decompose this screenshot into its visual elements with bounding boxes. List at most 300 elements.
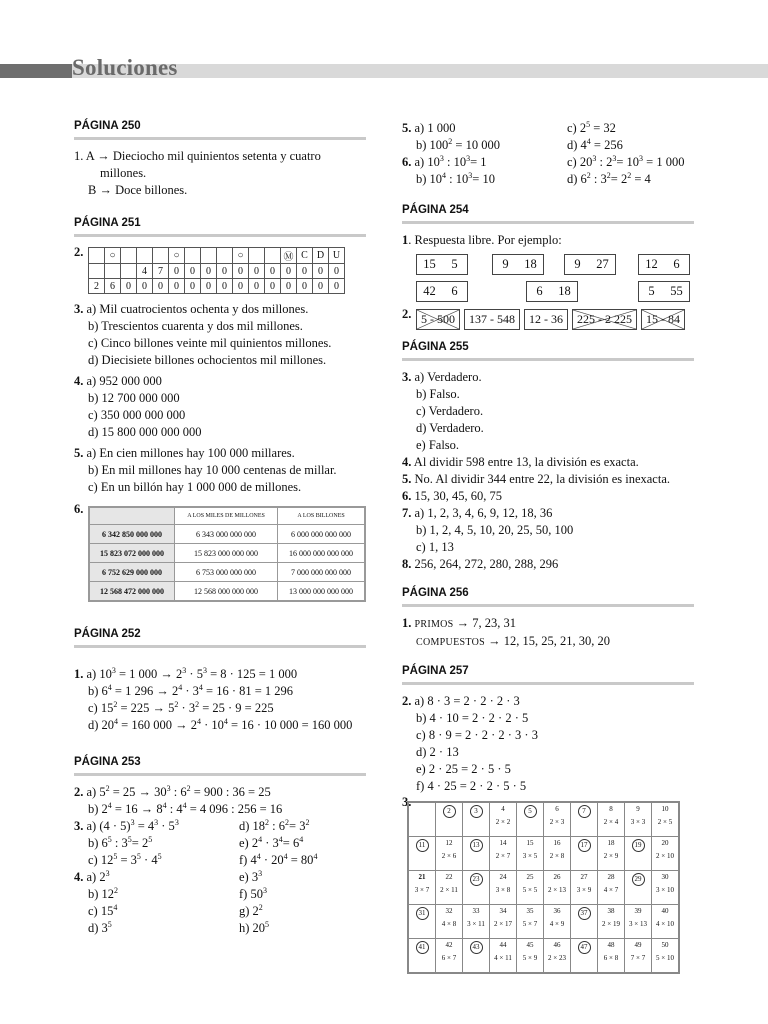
cell-factors: 3 × 8 bbox=[495, 886, 511, 894]
cell-number: 41 bbox=[416, 941, 429, 954]
cell-factors: 4 × 9 bbox=[549, 920, 565, 928]
cell-number: 12 bbox=[445, 839, 453, 847]
number-box bbox=[416, 254, 468, 275]
answer-line: 1. PRIMOS → 7, 23, 31 bbox=[402, 616, 517, 630]
cell-factors: 4 × 7 bbox=[603, 886, 619, 894]
cell-number: 22 bbox=[445, 873, 453, 881]
grid-row bbox=[408, 871, 679, 905]
number-box bbox=[564, 254, 616, 275]
answer-line: b) $100^2 = 10$ 000 d) $4^4 = 256$ bbox=[416, 137, 623, 152]
cell-number: 11 bbox=[416, 839, 429, 852]
cell-factors: 6 × 8 bbox=[603, 954, 619, 962]
cell-number: 18 bbox=[607, 839, 615, 847]
grid-cell bbox=[652, 871, 680, 905]
rounding-table bbox=[88, 506, 366, 602]
table-cell: 6 bbox=[105, 279, 121, 294]
cell-number: 17 bbox=[578, 839, 591, 852]
cell-factors: 3 × 11 bbox=[467, 920, 485, 928]
cell-number: 14 bbox=[499, 839, 507, 847]
grid-cell bbox=[490, 905, 517, 939]
cell-factors: 2 × 4 bbox=[603, 818, 619, 826]
box-value: 15 bbox=[423, 257, 436, 271]
table-cell: 2 bbox=[89, 279, 105, 294]
number-box bbox=[638, 281, 690, 302]
grid-cell bbox=[408, 939, 436, 974]
answer-line: b) $6^5$ : $3^5= 2^5$ e) $2^4 \cdot 3^4= 6^4$ bbox=[88, 835, 304, 850]
cell-number: 37 bbox=[578, 907, 591, 920]
grid-cell bbox=[571, 939, 598, 974]
answer-line: b) 1, 2, 4, 5, 10, 20, 25, 50, 100 bbox=[416, 523, 574, 537]
cell-number: 21 bbox=[418, 873, 426, 881]
cell-number: 4 bbox=[501, 805, 505, 813]
cell-factors: 2 × 23 bbox=[548, 954, 566, 962]
answer-line: 5. No. Al dividir 344 entre 22, la división es inexacta. bbox=[402, 472, 671, 486]
box-value: 9 bbox=[502, 257, 509, 271]
box-value: 9 bbox=[574, 257, 581, 271]
grid-cell bbox=[490, 837, 517, 871]
table-cell bbox=[153, 248, 169, 264]
answer-line: d) Verdadero. bbox=[416, 421, 484, 435]
table-cell: 0 bbox=[281, 264, 297, 279]
table-cell: 4 bbox=[137, 264, 153, 279]
section-heading: PÁGINA 255 bbox=[402, 341, 694, 361]
cell-number: 20 bbox=[661, 839, 669, 847]
table-cell bbox=[217, 248, 233, 264]
table-cell bbox=[121, 264, 137, 279]
answer-line: 4. a) 952 000 000 bbox=[74, 374, 162, 388]
cell-number: 50 bbox=[661, 941, 669, 949]
box-value: 6 bbox=[673, 257, 680, 271]
grid-cell bbox=[625, 871, 652, 905]
grid-cell bbox=[436, 802, 463, 837]
table-cell: 0 bbox=[313, 279, 329, 294]
box-row bbox=[402, 254, 694, 278]
grid-cell bbox=[436, 939, 463, 974]
table-cell: ○ bbox=[105, 248, 121, 264]
table-cell: 0 bbox=[329, 279, 345, 294]
table-cell: 6 000 000 000 000 bbox=[278, 525, 365, 544]
crossed-pair: 225 - 2 225 bbox=[572, 309, 637, 330]
grid-cell bbox=[517, 871, 544, 905]
table-cell: 0 bbox=[121, 279, 137, 294]
table-cell bbox=[89, 264, 105, 279]
q3-block bbox=[402, 795, 694, 962]
answer-line: c) Verdadero. bbox=[416, 404, 484, 418]
header-accent bbox=[0, 64, 72, 78]
table-cell: 0 bbox=[201, 279, 217, 294]
table-cell: 6 342 850 000 000 bbox=[89, 525, 175, 544]
answer-line: b) Falso. bbox=[416, 387, 460, 401]
box-value: 27 bbox=[596, 257, 609, 271]
table-cell bbox=[265, 248, 281, 264]
cell-factors: 7 × 7 bbox=[630, 954, 646, 962]
cell-factors: 2 × 19 bbox=[602, 920, 620, 928]
box-value: 18 bbox=[524, 257, 537, 271]
cell-number: 9 bbox=[636, 805, 640, 813]
table-row bbox=[89, 563, 365, 582]
grid-cell bbox=[598, 802, 625, 837]
answer-line: c) 8 · 9 = 2 · 2 · 2 · 3 · 3 bbox=[416, 728, 538, 742]
crossed-pair: 137 - 548 bbox=[464, 309, 520, 330]
grid-row bbox=[408, 939, 679, 974]
table-cell: U bbox=[329, 248, 345, 264]
table-cell: 0 bbox=[169, 279, 185, 294]
grid-cell bbox=[625, 802, 652, 837]
grid-cell bbox=[598, 905, 625, 939]
cell-number: 19 bbox=[632, 839, 645, 852]
answer-line: c) 350 000 000 000 bbox=[88, 408, 186, 422]
answer-line: B → Doce billones. bbox=[88, 183, 188, 197]
grid-row bbox=[408, 802, 679, 837]
box-value: 18 bbox=[558, 284, 571, 298]
crossed-pair: 15 - 84 bbox=[641, 309, 685, 330]
box-value: 6 bbox=[451, 284, 458, 298]
compuestos-value: → 12, 15, 25, 21, 30, 20 bbox=[488, 634, 610, 648]
page-title: Soluciones bbox=[72, 55, 178, 80]
table-cell: 0 bbox=[169, 264, 185, 279]
answer-line: d) $3^5$ h) $20^5$ bbox=[88, 920, 270, 935]
answer-line: c) 1, 13 bbox=[416, 540, 454, 554]
answer-line: b) $10^4$ : $10^3= 10$ d) $6^2$ : $3^2= 2^2 = 4$ bbox=[416, 171, 651, 186]
right-column bbox=[402, 120, 694, 962]
grid-cell bbox=[408, 837, 436, 871]
cell-number: 3 bbox=[470, 805, 483, 818]
grid-cell bbox=[571, 837, 598, 871]
compuestos-label: COMPUESTOS bbox=[416, 637, 485, 648]
cell-number: 16 bbox=[553, 839, 561, 847]
cell-factors: 4 × 10 bbox=[656, 920, 674, 928]
table-cell: 6 752 629 000 000 bbox=[89, 563, 175, 582]
cell-factors: 2 × 8 bbox=[549, 852, 565, 860]
grid-cell bbox=[571, 905, 598, 939]
cell-number: 27 bbox=[580, 873, 588, 881]
grid-cell bbox=[544, 905, 571, 939]
grid-cell bbox=[544, 802, 571, 837]
grid-cell bbox=[517, 939, 544, 974]
answer-line: 3. a) $(4 \cdot 5)^3 = 4^3 \cdot 5^3$ d) $18^2$ : $6^2= 3^2$ bbox=[74, 818, 310, 833]
table-cell: 15 823 000 000 000 bbox=[175, 544, 278, 563]
grid-cell bbox=[544, 837, 571, 871]
table-cell: 15 823 072 000 000 bbox=[89, 544, 175, 563]
answer-line: 6. a) $10^3$ : $10^3= 1$ c) $20^3$ : $2^3= 10^3 = 1$ 000 bbox=[402, 154, 685, 169]
cell-number: 23 bbox=[470, 873, 483, 886]
section-heading: PÁGINA 256 bbox=[402, 587, 694, 607]
answer-line: f) 4 · 25 = 2 · 2 · 5 · 5 bbox=[416, 779, 527, 793]
answer-line: 5. a) 1 000 c) $2^5 = 32$ bbox=[402, 120, 616, 135]
grid-cell bbox=[463, 905, 490, 939]
crossed-pair: 5 - 500 bbox=[416, 309, 460, 330]
cell-number: 31 bbox=[416, 907, 429, 920]
cell-number: 5 bbox=[524, 805, 537, 818]
cell-factors: 3 × 13 bbox=[629, 920, 647, 928]
table-cell: 12 568 472 000 000 bbox=[89, 582, 175, 602]
grid-cell bbox=[544, 939, 571, 974]
table-cell: 0 bbox=[281, 279, 297, 294]
answer-line: 2. a) $5^2 = 25 \to 30^3$ : $6^2 = 900$ : 36 = 25 bbox=[74, 784, 271, 799]
answer-line: 1. a) $10^3 = 1$ $000 \to 2^3 \cdot 5^3 = 8 \cdot 125 = 1$ 000 bbox=[74, 666, 298, 681]
table-cell: 0 bbox=[201, 264, 217, 279]
cell-number: 38 bbox=[607, 907, 615, 915]
table-cell: 13 000 000 000 000 bbox=[278, 582, 365, 602]
q2-block bbox=[74, 245, 366, 293]
answer-line: c) $12^5 = 3^5 \cdot 4^5$ f) $4^4 \cdot 20^4 = 80^4$ bbox=[88, 852, 318, 867]
cell-factors: 5 × 10 bbox=[656, 954, 674, 962]
grid-row bbox=[408, 837, 679, 871]
cell-number: 46 bbox=[553, 941, 561, 949]
answer-line: c) $15^2 = 225 \to 5^2 \cdot 3^2 = 25 \cdot 9 = 225$ bbox=[88, 700, 274, 715]
answer-line: b) Trescientos cuarenta y dos mil millones. bbox=[88, 319, 303, 333]
cell-number: 36 bbox=[553, 907, 561, 915]
table-cell: C bbox=[297, 248, 313, 264]
table-cell: 7 bbox=[153, 264, 169, 279]
table-cell bbox=[105, 264, 121, 279]
question-number: 6. bbox=[74, 502, 84, 516]
answer-line: c) $15^4$ g) $2^2$ bbox=[88, 903, 263, 918]
cell-number: 28 bbox=[607, 873, 615, 881]
answer-line bbox=[402, 633, 694, 651]
section-heading: PÁGINA 257 bbox=[402, 665, 694, 685]
cell-factors: 3 × 10 bbox=[656, 886, 674, 894]
grid-row bbox=[408, 905, 679, 939]
grid-cell bbox=[490, 871, 517, 905]
cell-factors: 2 × 11 bbox=[440, 886, 458, 894]
box-row bbox=[402, 281, 694, 305]
grid-cell bbox=[463, 802, 490, 837]
cell-factors: 6 × 7 bbox=[441, 954, 457, 962]
box-value: 6 bbox=[536, 284, 543, 298]
q1-text: . Respuesta libre. Por ejemplo: bbox=[408, 233, 562, 247]
cell-factors: 2 × 13 bbox=[548, 886, 566, 894]
box-value: 5 bbox=[451, 257, 458, 271]
cell-number: 13 bbox=[470, 839, 483, 852]
cell-number: 26 bbox=[553, 873, 561, 881]
table-cell: 0 bbox=[329, 264, 345, 279]
section-heading: PÁGINA 252 bbox=[74, 628, 366, 648]
answer-line: 5. a) En cien millones hay 100 000 millares. bbox=[74, 446, 295, 460]
table-header-row bbox=[89, 507, 365, 525]
table-cell: 0 bbox=[185, 279, 201, 294]
answer-line: c) En un billón hay 1 000 000 de millones. bbox=[88, 480, 302, 494]
question-number: 3. bbox=[402, 795, 412, 809]
grid-cell bbox=[598, 837, 625, 871]
table-cell: 16 000 000 000 000 bbox=[278, 544, 365, 563]
table-cell: ○ bbox=[169, 248, 185, 264]
answer-line: b) 12 700 000 000 bbox=[88, 391, 180, 405]
cell-factors: 3 × 3 bbox=[630, 818, 646, 826]
table-cell: 0 bbox=[313, 264, 329, 279]
grid-cell bbox=[517, 802, 544, 837]
grid-cell bbox=[463, 871, 490, 905]
answer-line: d) $20^4 = 160$ $000 \to 2^4 \cdot 10^4 = 16 \cdot 10$ 000 = 160 000 bbox=[88, 717, 353, 732]
cell-number: 35 bbox=[526, 907, 534, 915]
crossed-pair: 12 - 36 bbox=[524, 309, 568, 330]
answer-line: b) En mil millones hay 10 000 centenas de millar. bbox=[88, 463, 337, 477]
grid-cell bbox=[436, 837, 463, 871]
cell-number: 15 bbox=[526, 839, 534, 847]
question-number: 2. bbox=[74, 245, 84, 259]
answer-line: 7. a) 1, 2, 3, 4, 6, 9, 12, 18, 36 bbox=[402, 506, 553, 520]
table-cell: 0 bbox=[217, 264, 233, 279]
cell-number: 42 bbox=[445, 941, 453, 949]
table-header: A LOS BILLONES bbox=[278, 507, 365, 525]
section-heading: PÁGINA 251 bbox=[74, 217, 366, 237]
place-value-table bbox=[88, 247, 345, 294]
grid-cell bbox=[463, 837, 490, 871]
grid-cell bbox=[408, 871, 436, 905]
answer-line: 3. a) Mil cuatrocientos ochenta y dos millones. bbox=[74, 302, 309, 316]
cell-factors: 2 × 10 bbox=[656, 852, 674, 860]
table-cell: 0 bbox=[233, 264, 249, 279]
answer-line: d) 15 800 000 000 000 bbox=[88, 425, 202, 439]
table-row bbox=[89, 279, 345, 294]
answer-line: 1. A → Dieciocho mil quinientos setenta y cuatro bbox=[74, 149, 321, 163]
grid-cell bbox=[652, 939, 680, 974]
left-column bbox=[74, 120, 366, 937]
table-cell bbox=[201, 248, 217, 264]
table-cell: 0 bbox=[249, 279, 265, 294]
grid-cell bbox=[436, 905, 463, 939]
answer-line: b) $6^4 = 1$ $296 \to 2^4 \cdot 3^4 = 16 \cdot 81 = 1$ 296 bbox=[88, 683, 294, 698]
grid-cell bbox=[625, 939, 652, 974]
table-cell: 6 343 000 000 000 bbox=[175, 525, 278, 544]
answer-line: 3. a) Verdadero. bbox=[402, 370, 482, 384]
table-cell bbox=[185, 248, 201, 264]
grid-cell bbox=[571, 802, 598, 837]
grid-cell bbox=[490, 939, 517, 974]
cell-number: 40 bbox=[661, 907, 669, 915]
table-row bbox=[89, 525, 365, 544]
cell-number: 39 bbox=[634, 907, 642, 915]
q2-block bbox=[402, 307, 694, 331]
grid-cell bbox=[517, 837, 544, 871]
grid-cell bbox=[544, 871, 571, 905]
cell-number: 29 bbox=[632, 873, 645, 886]
section-heading: PÁGINA 254 bbox=[402, 204, 694, 224]
cell-factors: 2 × 17 bbox=[494, 920, 512, 928]
table-cell: 0 bbox=[153, 279, 169, 294]
table-cell: 7 000 000 000 000 bbox=[278, 563, 365, 582]
answer-line: e) Falso. bbox=[416, 438, 460, 452]
cell-number: 2 bbox=[443, 805, 456, 818]
primos-value: → 7, 23, 31 bbox=[456, 616, 517, 630]
cell-factors: 3 × 9 bbox=[576, 886, 592, 894]
cell-factors: 3 × 5 bbox=[522, 852, 538, 860]
cell-number: 32 bbox=[445, 907, 453, 915]
answer-line: 2. a) 8 · 3 = 2 · 2 · 2 · 3 bbox=[402, 694, 520, 708]
cell-factors: 2 × 3 bbox=[549, 818, 565, 826]
cell-number: 25 bbox=[526, 873, 534, 881]
answer-line: e) 2 · 25 = 2 · 5 · 5 bbox=[416, 762, 511, 776]
grid-cell bbox=[652, 905, 680, 939]
table-cell: 0 bbox=[297, 264, 313, 279]
table-row bbox=[89, 544, 365, 563]
number-box bbox=[638, 254, 690, 275]
cell-factors: 2 × 6 bbox=[441, 852, 457, 860]
grid-cell bbox=[408, 905, 436, 939]
table-cell bbox=[121, 248, 137, 264]
table-cell: 12 568 000 000 000 bbox=[175, 582, 278, 602]
number-box bbox=[492, 254, 544, 275]
table-cell: 0 bbox=[233, 279, 249, 294]
cell-number: 8 bbox=[609, 805, 613, 813]
cell-factors: 2 × 7 bbox=[495, 852, 511, 860]
table-cell: ○ bbox=[233, 248, 249, 264]
table-cell: D bbox=[313, 248, 329, 264]
cell-factors: 4 × 11 bbox=[494, 954, 512, 962]
cell-number: 44 bbox=[499, 941, 507, 949]
cell-factors: 2 × 5 bbox=[657, 818, 673, 826]
number-grid bbox=[407, 801, 680, 974]
table-row bbox=[89, 582, 365, 602]
answer-line: millones. bbox=[100, 166, 147, 180]
box-value: 42 bbox=[423, 284, 436, 298]
grid-cell bbox=[652, 802, 680, 837]
table-cell: 0 bbox=[265, 279, 281, 294]
table-cell: 0 bbox=[265, 264, 281, 279]
answer-line: b) $12^2$ f) $50^3$ bbox=[88, 886, 267, 901]
cell-factors: 2 × 2 bbox=[495, 818, 511, 826]
q6-block bbox=[74, 502, 366, 610]
grid-cell bbox=[652, 837, 680, 871]
cell-number: 33 bbox=[472, 907, 480, 915]
answer-line: 1. Respuesta libre. Por ejemplo: bbox=[402, 233, 562, 247]
cell-number: 45 bbox=[526, 941, 534, 949]
cell-number: 48 bbox=[607, 941, 615, 949]
cell-number: 10 bbox=[661, 805, 669, 813]
answer-line: 6. 15, 30, 45, 60, 75 bbox=[402, 489, 502, 503]
cell-factors: 5 × 7 bbox=[522, 920, 538, 928]
section-heading: PÁGINA 253 bbox=[74, 756, 366, 776]
answer-line: d) 2 · 13 bbox=[416, 745, 459, 759]
table-cell: 0 bbox=[185, 264, 201, 279]
grid-cell bbox=[436, 871, 463, 905]
grid-cell bbox=[517, 905, 544, 939]
table-cell: 6 753 000 000 000 bbox=[175, 563, 278, 582]
cell-number: 7 bbox=[578, 805, 591, 818]
table-cell bbox=[249, 248, 265, 264]
cell-factors: 2 × 9 bbox=[603, 852, 619, 860]
cell-factors: 5 × 5 bbox=[522, 886, 538, 894]
table-header: A LOS MILES DE MILLONES bbox=[175, 507, 278, 525]
grid-cell bbox=[598, 939, 625, 974]
table-cell: 0 bbox=[249, 264, 265, 279]
cell-factors: 4 × 8 bbox=[441, 920, 457, 928]
cell-number: 49 bbox=[634, 941, 642, 949]
table-cell: 0 bbox=[137, 279, 153, 294]
box-value: 55 bbox=[670, 284, 683, 298]
grid-cell bbox=[463, 939, 490, 974]
table-cell: 0 bbox=[217, 279, 233, 294]
table-cell bbox=[89, 248, 105, 264]
grid-cell bbox=[571, 871, 598, 905]
cell-number: 34 bbox=[499, 907, 507, 915]
primos-label: PRIMOS bbox=[414, 619, 454, 630]
table-cell: 0 bbox=[297, 279, 313, 294]
cell-number: 24 bbox=[499, 873, 507, 881]
cell-number: 43 bbox=[470, 941, 483, 954]
answer-line: c) Cinco billones veinte mil quinientos millones. bbox=[88, 336, 332, 350]
number-box bbox=[526, 281, 578, 302]
cell-factors: 5 × 9 bbox=[522, 954, 538, 962]
table-cell: Ⓜ bbox=[281, 248, 297, 264]
table-row bbox=[89, 248, 345, 264]
grid-cell bbox=[408, 802, 436, 837]
answer-line: b) $2^4 = 16 \to 8^4$ : $4^4 = 4$ 096 : 256 = 16 bbox=[88, 801, 283, 816]
table-header bbox=[89, 507, 175, 525]
question-number: 2. bbox=[402, 307, 412, 321]
grid-cell bbox=[490, 802, 517, 837]
answer-line: 8. 256, 264, 272, 280, 288, 296 bbox=[402, 557, 559, 571]
